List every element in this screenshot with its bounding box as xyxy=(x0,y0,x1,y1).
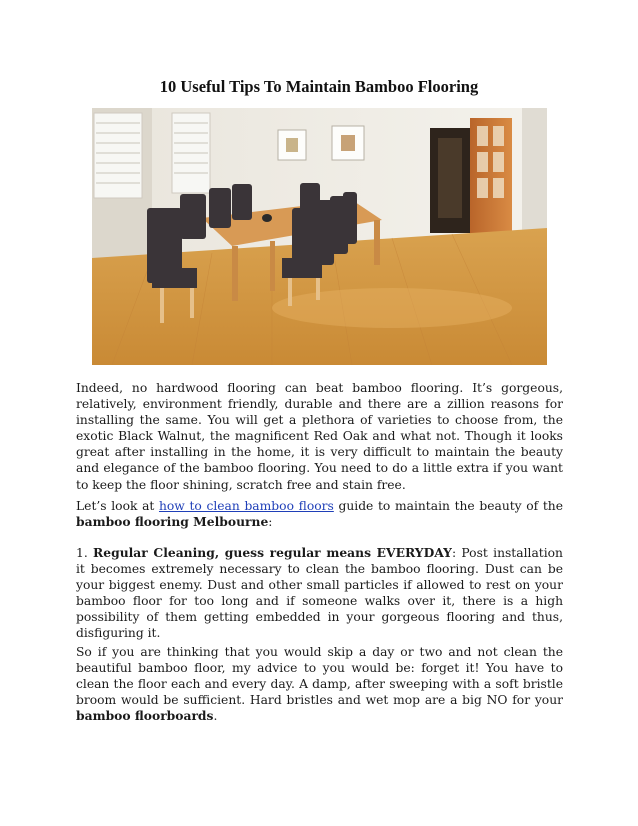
bamboo-floorboards-bold: bamboo floorboards xyxy=(76,708,214,724)
guide-text-before: Let’s look at xyxy=(76,499,159,513)
guide-text-end: : xyxy=(268,515,273,530)
cleaning-advice-paragraph xyxy=(76,644,563,724)
advice-text: So if you are thinking that you would skip a day or two and not clean the beautiful bamboo floor, my advice to you would be: forget it! You have to clean the floor each and every day. A damp, after sweeping with a soft bristle broom would be sufficient. Hard bristles and wet mop are a big NO for your xyxy=(76,645,563,708)
intro-paragraph: Indeed, no hardwood flooring can beat bamboo flooring. It’s gorgeous, relatively, environment friendly, durable and there are a zillion reasons for installing the same. You will get a plethora of varieties to choose from, the exotic Black Walnut, the magnificent Red Oak and what not. Though it looks great after installing in the home, it is very difficult to maintain the beauty and elegance of the bamboo flooring. You need to do a little extra if you want to keep the floor shining, scratch free and stain free. xyxy=(76,381,563,492)
tip-1-heading: Regular Cleaning, guess regular means EVERYDAY xyxy=(93,545,452,560)
tip-1-paragraph xyxy=(76,545,563,642)
tip-number: 1. xyxy=(76,546,94,560)
page-title: 10 Useful Tips To Maintain Bamboo Flooring xyxy=(159,77,479,96)
clean-bamboo-floors-link[interactable]: how to clean bamboo floors xyxy=(158,499,334,513)
guide-paragraph xyxy=(76,498,563,530)
tip-1-text: : Post installation it becomes extremely necessary to clean the bamboo flooring. Dust can be your biggest enemy. Dust and other small particles if allowed to rest on your bamboo floor for too long and if someone walks over it, there is a high possibility of them getting embedded in your gorgeous flooring and thus, disfiguring it. xyxy=(76,546,563,641)
dining-room-photo xyxy=(92,108,547,365)
advice-end: . xyxy=(213,709,218,724)
guide-text-after: guide to maintain the beauty of the xyxy=(333,499,563,513)
bamboo-flooring-melbourne-bold: bamboo flooring Melbourne xyxy=(76,514,269,530)
